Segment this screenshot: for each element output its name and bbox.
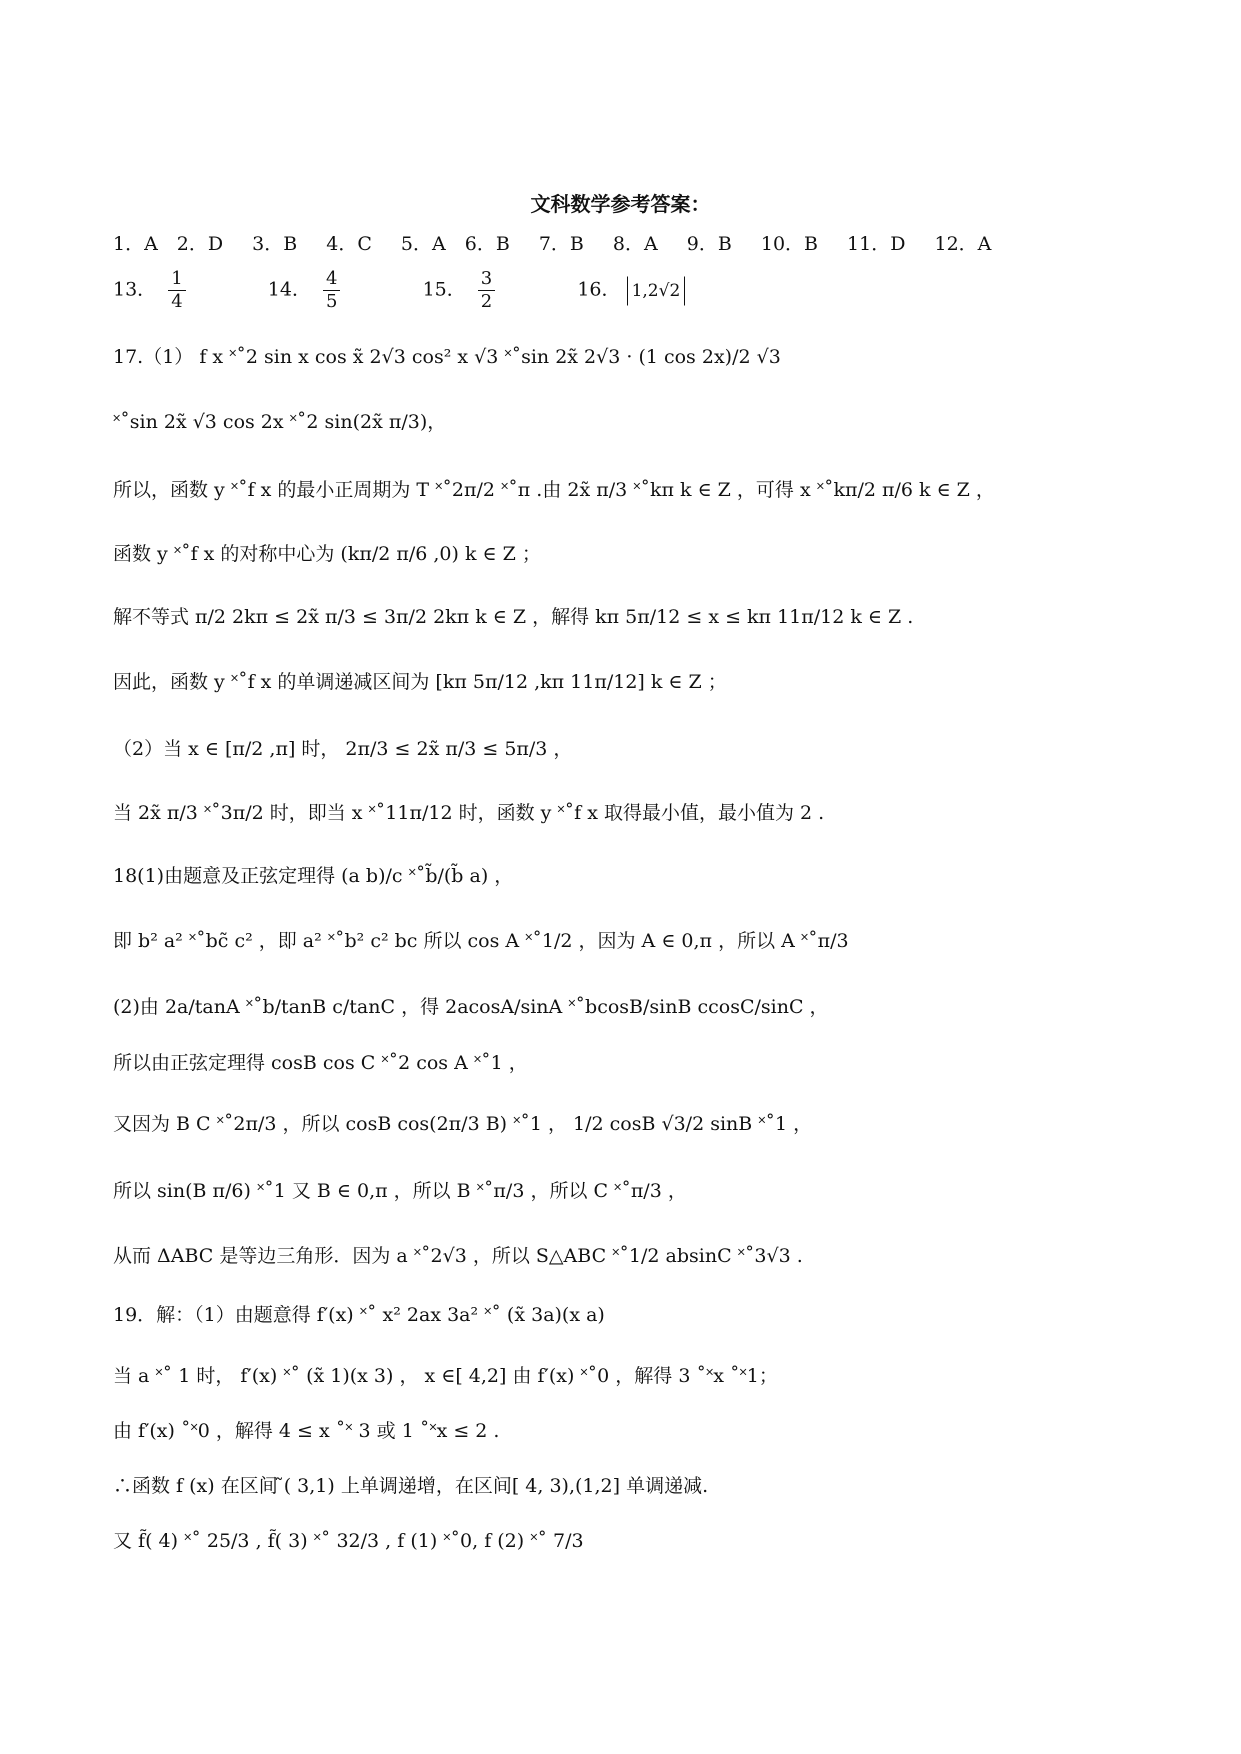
q14-denominator: 5 (326, 291, 338, 312)
q17-inequality-line: 解不等式 π/2 2kπ ≤ 2x̃ π/3 ≤ 3π/2 2kπ k ∈ Z ，解得 kπ 5π/12 ≤ x ≤ kπ 11π/12 k ∈ Z . (113, 606, 914, 628)
q14-numerator: 4 (323, 268, 340, 291)
q18-part1-line2: 即 b² a² ˟˚bc̃ c² ，即 a² ˟˚b² c² bc 所以 cos A ˟˚1/2 ，因为 A ∈ 0,π ，所以 A ˟˚π/3 (113, 930, 849, 952)
q13-label: 13． (113, 278, 157, 301)
q19-line2: 当 a ˟˚ 1 时， f′(x) ˟˚ (x̃ 1)(x 3) ， x ∈[ 4,2] 由 f′(x) ˟˚0 ，解得 3 ˚˟x ˚˟1； (113, 1365, 778, 1387)
q17-period-line: 所以，函数 y ˟˚f x 的最小正周期为 T ˟˚2π/2 ˟˚π .由 2x̃ π/3 ˟˚kπ k ∈ Z ，可得 x ˟˚kπ/2 π/6 k ∈ Z ， (113, 479, 995, 501)
q19-line5: 又 f̃( 4) ˟˚ 25/3 , f̃( 3) ˟˚ 32/3 , f (1) ˟˚0, f (2) ˟˚ 7/3 (113, 1530, 584, 1552)
page-title: 文科数学参考答案： (530, 192, 711, 216)
q18-part2-line5: 从而 ΔABC 是等边三角形．因为 a ˟˚2√3 ，所以 S△ABC ˟˚1/2 absinC ˟˚3√3 . (113, 1245, 803, 1267)
multiple-choice-answers: 1．A 2．D 3．B 4．C 5．A 6．B 7．B 8．A 9．B 10．B 11．D 12．A (113, 233, 992, 255)
q15-numerator: 3 (478, 268, 495, 291)
q17-part1-line2: ˟˚sin 2x̃ √3 cos 2x ˟˚2 sin(2x̃ π/3)， (113, 411, 447, 433)
q15-denominator: 2 (480, 291, 493, 312)
q18-part2-line1: (2)由 2a/tanA ˟˚b/tanB c/tanC ，得 2acosA/sinA ˟˚bcosB/sinB ccosC/sinC ， (113, 996, 829, 1018)
q15-label: 15． (422, 278, 466, 301)
q16-interval: 1,2√2 (627, 276, 686, 306)
q17-part1-line1: 17.（1） f x ˟˚2 sin x cos x̃ 2√3 cos² x √3 ˟˚sin 2x̃ 2√3 · (1 cos 2x)/2 √3 (113, 346, 781, 368)
q17-part2-line1: （2）当 x ∈ [π/2 ,π] 时， 2π/3 ≤ 2x̃ π/3 ≤ 5π/3 ， (113, 738, 573, 760)
q18-part2-line3: 又因为 B C ˟˚2π/3 ，所以 cosB cos(2π/3 B) ˟˚1 ， 1/2 cosB √3/2 sinB ˟˚1 ， (113, 1113, 813, 1135)
q18-part2-line2: 所以由正弦定理得 cosB cos C ˟˚2 cos A ˟˚1 ， (113, 1052, 528, 1074)
q18-part1-line1: 18(1)由题意及正弦定理得 (a b)/c ˟˚b̃/(b̃ a) ， (113, 865, 514, 887)
fill-in-answers (113, 268, 685, 313)
q14-fraction (323, 268, 340, 313)
q19-line4: ∴函数 f (x) 在区间 ̃( 3,1) 上单调递增，在区间[ 4, 3),(1,2] 单调递减. (113, 1475, 709, 1497)
q13-numerator: 1 (168, 268, 185, 291)
q19-line1: 19．解：（1）由题意得 f′(x) ˟˚ x² 2ax 3a² ˟˚ (x̃ 3a)(x a) (113, 1304, 605, 1326)
q16-label: 16． (577, 278, 621, 301)
q14-label: 14． (267, 278, 311, 301)
q17-part2-line2: 当 2x̃ π/3 ˟˚3π/2 时，即当 x ˟˚11π/12 时，函数 y ˟˚f x 取得最小值，最小值为 2 . (113, 802, 825, 824)
q15-fraction (478, 268, 495, 313)
q13-fraction (168, 268, 185, 313)
q17-symmetry-center-line: 函数 y ˟˚f x 的对称中心为 (kπ/2 π/6 ,0) k ∈ Z ； (113, 543, 541, 565)
q13-denominator: 4 (171, 291, 183, 312)
q19-line3: 由 f′(x) ˚˟0 ，解得 4 ≤ x ˚˟ 3 或 1 ˚˟x ≤ 2 . (113, 1420, 500, 1442)
q18-part2-line4: 所以 sin(B π/6) ˟˚1 又 B ∈ 0,π ，所以 B ˟˚π/3 ，所以 C ˟˚π/3 ， (113, 1180, 687, 1202)
q17-decreasing-interval-line: 因此，函数 y ˟˚f x 的单调递减区间为 [kπ 5π/12 ,kπ 11π/12] k ∈ Z ； (113, 671, 727, 693)
